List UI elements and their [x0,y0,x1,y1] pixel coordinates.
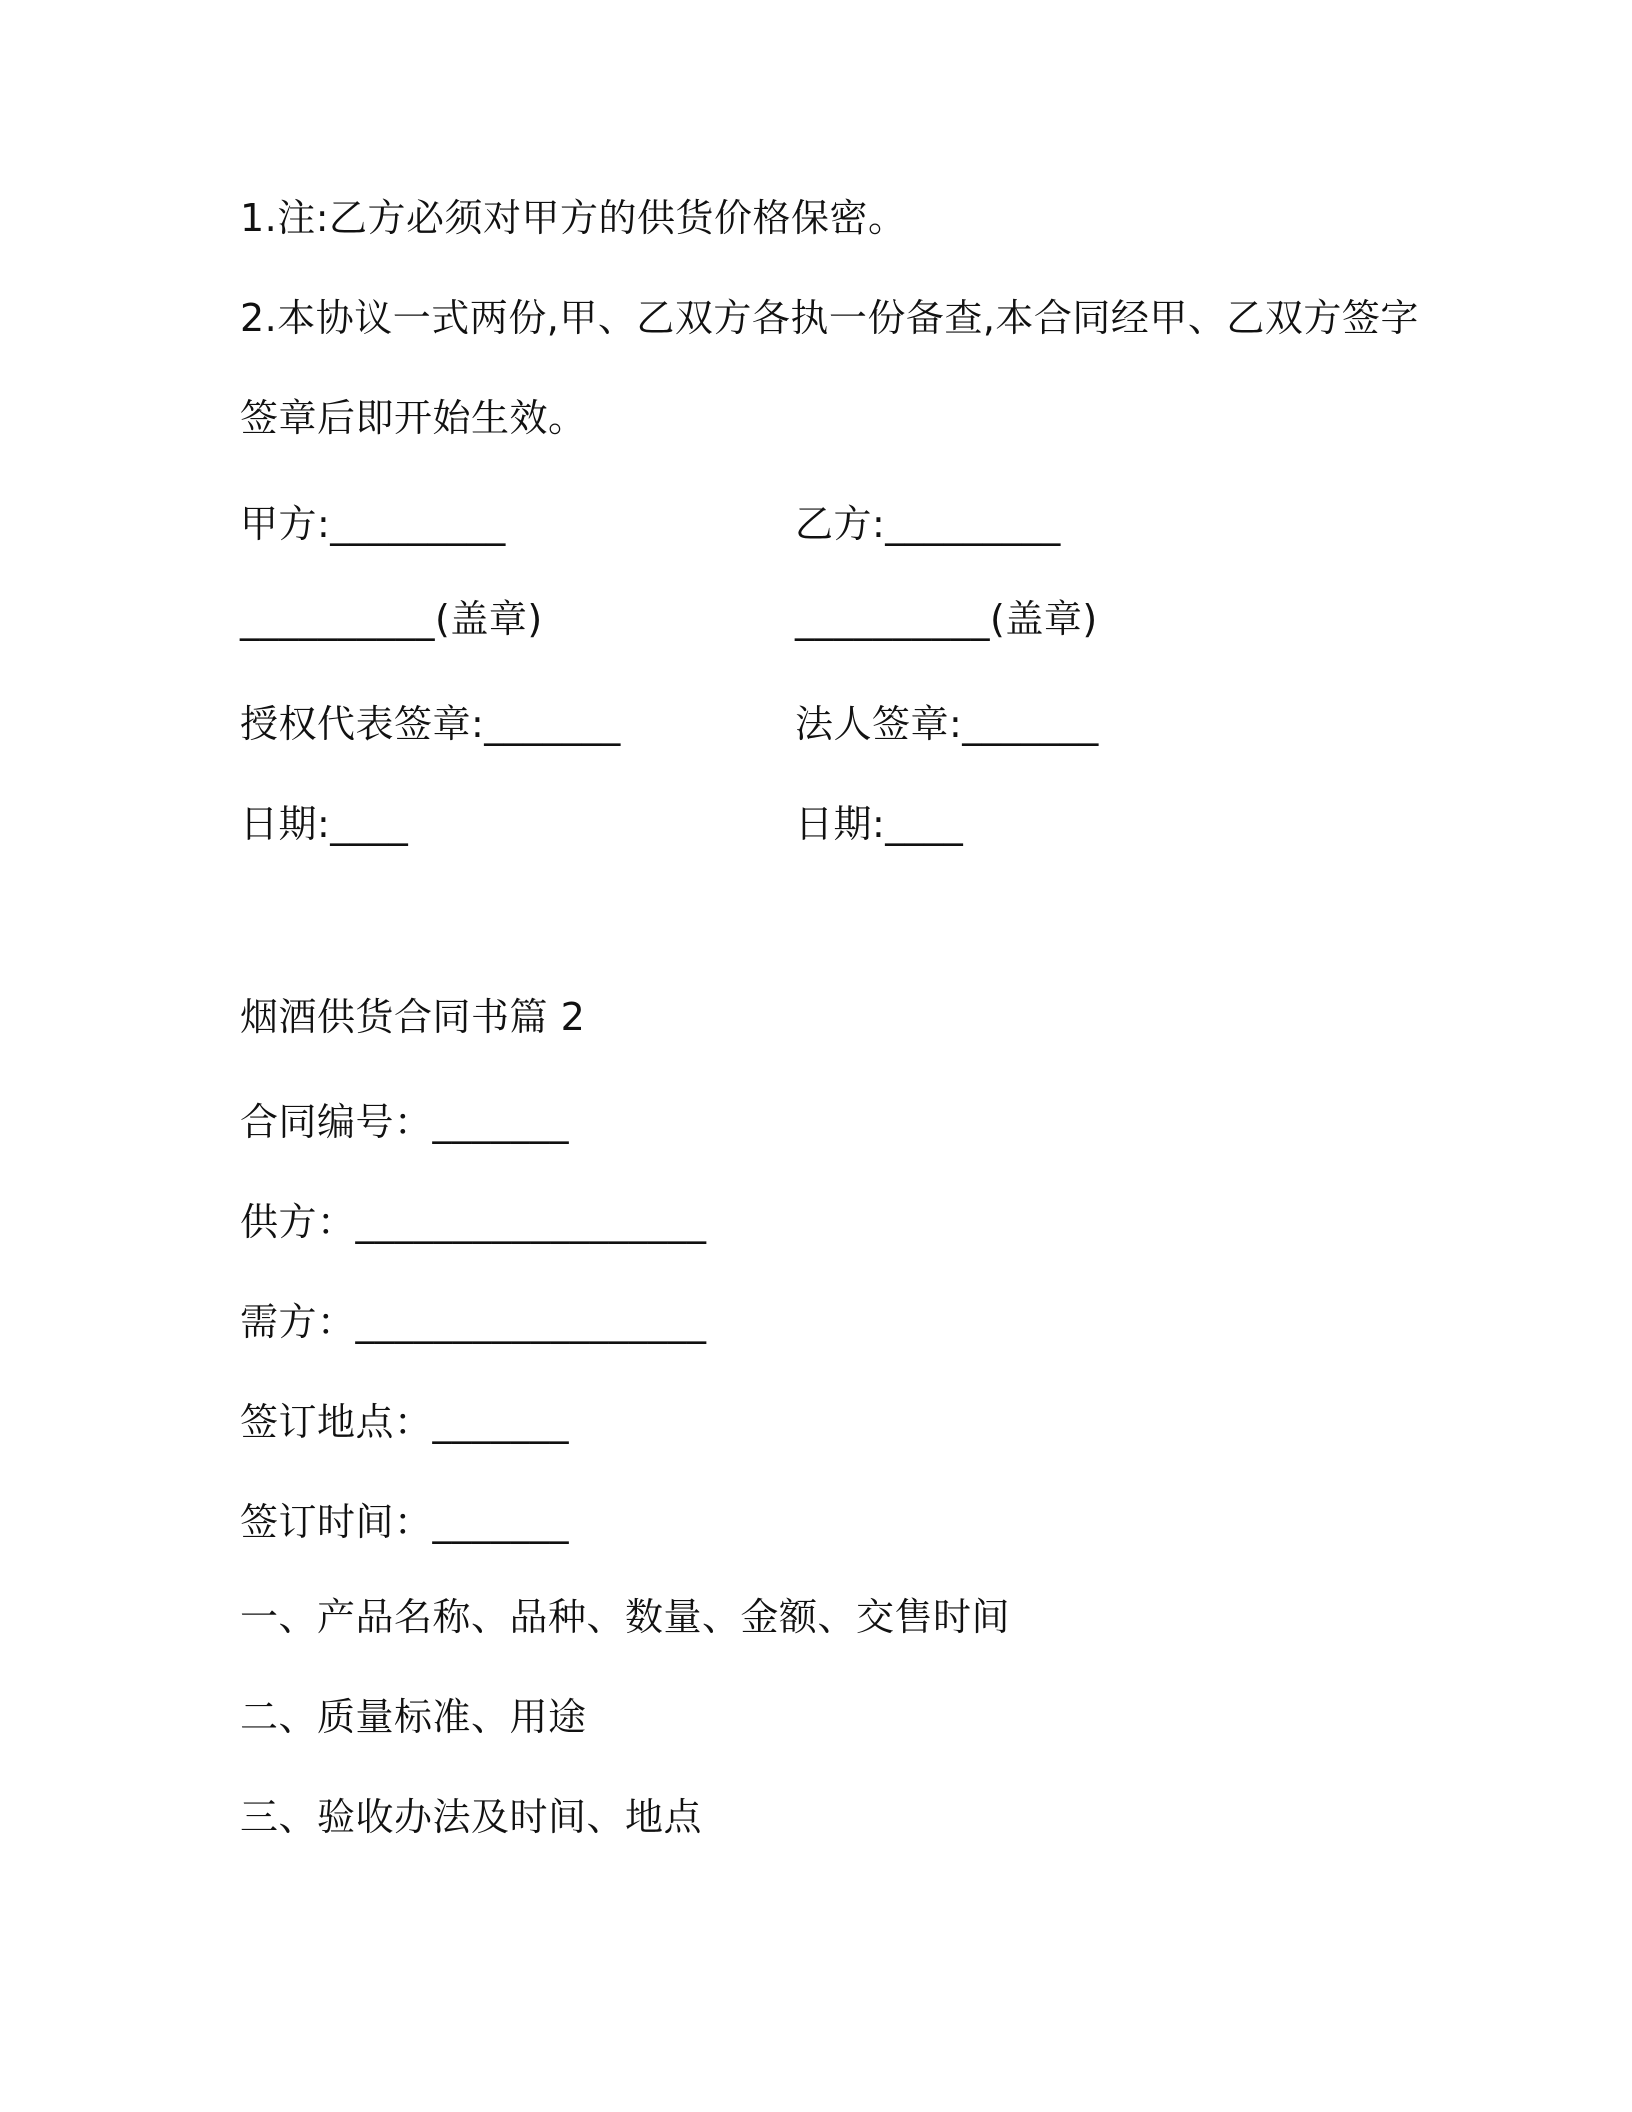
party-b-date: 日期:____ [795,802,964,846]
section-item-1: 一、产品名称、品种、数量、金额、交售时间 [240,1595,1011,1639]
section-item-3: 三、验收办法及时间、地点 [240,1795,703,1839]
party-a-seal: __________(盖章) [240,597,543,641]
contract-number-field: 合同编号：_______ [240,1100,570,1144]
party-a-date: 日期:____ [240,802,409,846]
party-a-representative-signature: 授权代表签章:_______ [240,702,621,746]
section-item-2: 二、质量标准、用途 [240,1695,587,1739]
clause-note-1: 1.注:乙方必须对甲方的供货价格保密。 [240,196,907,240]
party-a-label: 甲方:_________ [240,502,506,546]
section-title: 烟酒供货合同书篇 2 [240,995,586,1039]
clause-note-2-line-2: 签章后即开始生效。 [240,396,587,440]
signing-time-field: 签订时间：_______ [240,1500,570,1544]
party-b-label: 乙方:_________ [795,502,1061,546]
signing-place-field: 签订地点：_______ [240,1400,570,1444]
buyer-field: 需方：__________________ [240,1300,707,1344]
party-b-seal: __________(盖章) [795,597,1098,641]
clause-note-2-line-1: 2.本协议一式两份,甲、乙双方各执一份备查,本合同经甲、乙双方签字 [240,296,1419,340]
party-b-legal-signature: 法人签章:_______ [795,702,1099,746]
supplier-field: 供方：__________________ [240,1200,707,1244]
